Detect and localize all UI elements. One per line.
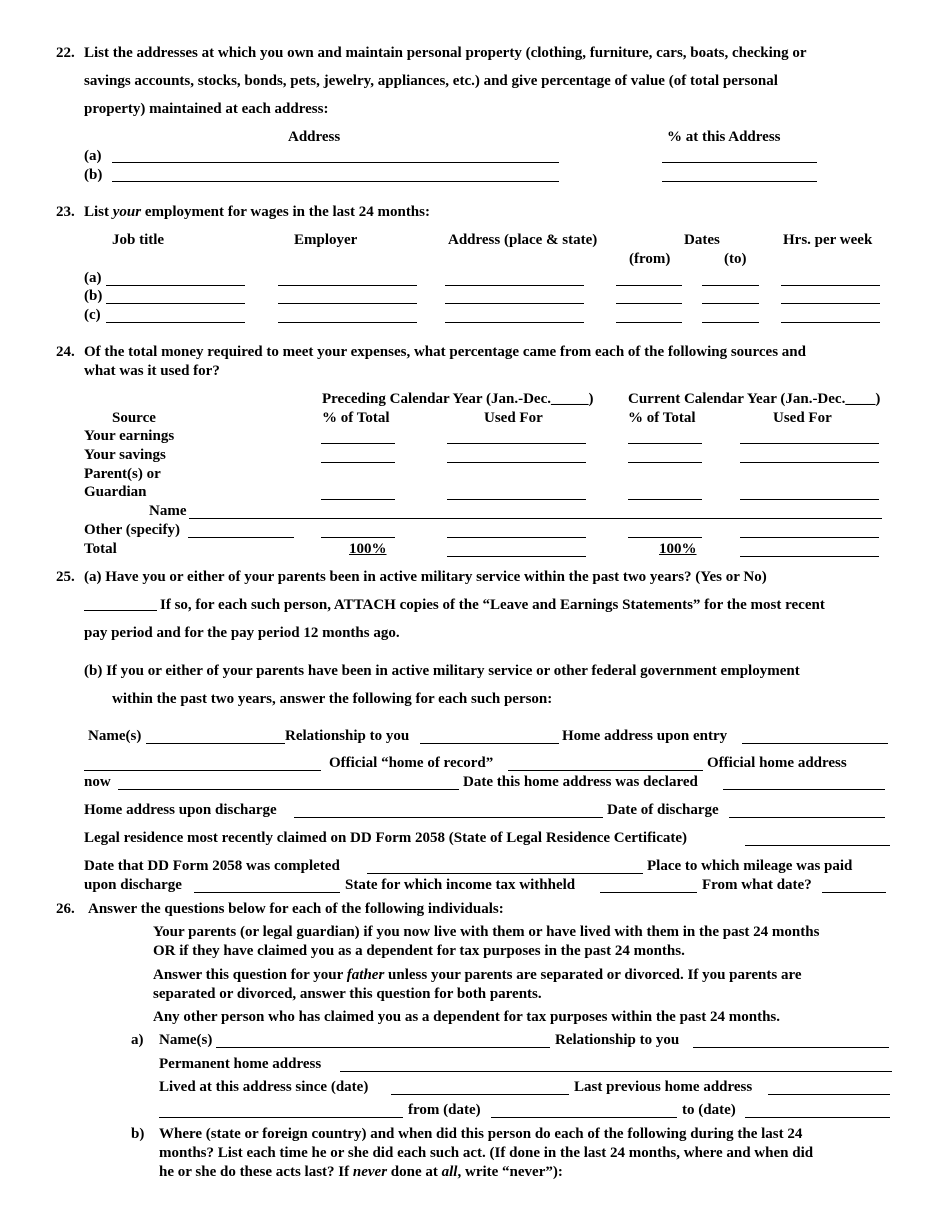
- q23-a-job-title-field[interactable]: [106, 271, 245, 286]
- q24-row-total: Total: [84, 541, 117, 557]
- q23-c-hours-field[interactable]: [781, 308, 880, 323]
- q25-home-discharge-label: Home address upon discharge: [84, 802, 277, 818]
- q23-a-address-field[interactable]: [445, 271, 584, 286]
- q24-total-used2-field[interactable]: [740, 542, 879, 557]
- q25-home-entry-field[interactable]: [742, 729, 888, 744]
- q26-b-line-1: Where (state or foreign country) and when did this person do each of the following during the last 24: [159, 1126, 803, 1142]
- q26-a-label: a): [131, 1032, 144, 1048]
- q23-b-job-title-field[interactable]: [106, 289, 245, 304]
- q23-b-hours-field[interactable]: [781, 289, 880, 304]
- q23-a-to-field[interactable]: [702, 271, 759, 286]
- q26-a-from-date-field[interactable]: [491, 1103, 677, 1118]
- q25-mileage-field[interactable]: [194, 878, 340, 893]
- q26-a-lived-since-field[interactable]: [391, 1080, 569, 1095]
- q25a-yes-no-field[interactable]: [84, 596, 157, 611]
- q22-text-line-2: savings accounts, stocks, bonds, pets, jewelry, appliances, etc.) and give percentage of value (of total personal: [84, 73, 778, 89]
- q25-names-label: Name(s): [88, 728, 142, 744]
- q23-a-hours-field[interactable]: [781, 271, 880, 286]
- q24-other-specify-field[interactable]: [188, 523, 294, 538]
- q24-col-used-current: Used For: [773, 410, 832, 426]
- q25-relationship-field[interactable]: [420, 729, 559, 744]
- q23-a-from-field[interactable]: [616, 271, 682, 286]
- q22-b-address-field[interactable]: [112, 167, 559, 182]
- q23-col-to: (to): [724, 251, 747, 267]
- q23-c-to-field[interactable]: [702, 308, 759, 323]
- q25-home-of-record-field[interactable]: [508, 756, 703, 771]
- q24-current-year-header: Current Calendar Year (Jan.-Dec.____): [628, 391, 881, 407]
- q24-text-line-1: Of the total money required to meet your expenses, what percentage came from each of the following sources and: [84, 344, 806, 360]
- q24-number: 24.: [56, 344, 75, 360]
- q25-legal-residence-field[interactable]: [745, 831, 890, 846]
- q23-col-job-title: Job title: [112, 232, 165, 248]
- q23-col-dates: Dates: [684, 232, 720, 248]
- q22-b-percent-field[interactable]: [662, 167, 817, 182]
- q24-savings-pct1-field[interactable]: [321, 448, 395, 463]
- q26-a-relationship-field[interactable]: [693, 1033, 889, 1048]
- q25-official-home-field[interactable]: [118, 775, 459, 790]
- q26-a-names-label: Name(s): [159, 1032, 213, 1048]
- q26-a-relationship-label: Relationship to you: [555, 1032, 680, 1048]
- q23-c-from-field[interactable]: [616, 308, 682, 323]
- q24-total-pct2: 100%: [659, 541, 697, 557]
- q22-col-percent: % at this Address: [667, 129, 781, 145]
- q24-guardian-pct1-field[interactable]: [321, 485, 395, 500]
- q22-a-percent-field[interactable]: [662, 148, 817, 163]
- q22-text-line-1: List the addresses at which you own and maintain personal property (clothing, furniture, cars, boats, checking or: [84, 45, 807, 61]
- q24-guardian-pct2-field[interactable]: [628, 485, 702, 500]
- q26-b-line-3: he or she do these acts last? If never done at all, write “never”):: [159, 1164, 563, 1180]
- q24-earnings-used1-field[interactable]: [447, 429, 586, 444]
- q25-official-home-label: Official home address: [707, 755, 847, 771]
- q24-preceding-year-header: Preceding Calendar Year (Jan.-Dec._____): [322, 391, 594, 407]
- q25-names-field[interactable]: [146, 729, 285, 744]
- q26-a-permanent-field[interactable]: [340, 1057, 892, 1072]
- q24-other-used1-field[interactable]: [447, 523, 586, 538]
- q23-b-to-field[interactable]: [702, 289, 759, 304]
- q24-row-name: Name: [149, 503, 187, 519]
- q24-total-pct1: 100%: [349, 541, 387, 557]
- q22-row-a-label: (a): [84, 148, 102, 164]
- q25-home-of-record-label: Official “home of record”: [329, 755, 494, 771]
- q26-p1-line-2: OR if they have claimed you as a dependent for tax purposes in the past 24 months.: [153, 943, 685, 959]
- q25b-text-line-2: within the past two years, answer the following for each such person:: [112, 691, 553, 707]
- q22-col-address: Address: [288, 129, 341, 145]
- q24-guardian-used1-field[interactable]: [447, 485, 586, 500]
- q25-number: 25.: [56, 569, 75, 585]
- q23-number: 23.: [56, 204, 75, 220]
- q23-b-from-field[interactable]: [616, 289, 682, 304]
- q22-text-line-3: property) maintained at each address:: [84, 101, 329, 117]
- q26-b-label: b): [131, 1126, 145, 1142]
- q23-col-hours: Hrs. per week: [783, 232, 873, 248]
- q26-a-last-previous-field[interactable]: [768, 1080, 890, 1095]
- q24-savings-used2-field[interactable]: [740, 448, 879, 463]
- q26-a-permanent-label: Permanent home address: [159, 1056, 322, 1072]
- q24-earnings-pct1-field[interactable]: [321, 429, 395, 444]
- q24-col-source: Source: [112, 410, 156, 426]
- q26-number: 26.: [56, 901, 75, 917]
- q26-p3: Any other person who has claimed you as a dependent for tax purposes within the past 24 months.: [153, 1009, 781, 1025]
- q24-other-pct2-field[interactable]: [628, 523, 702, 538]
- q25-upon-discharge-label: upon discharge: [84, 877, 182, 893]
- q24-total-used1-field[interactable]: [447, 542, 586, 557]
- q24-col-pct-current: % of Total: [628, 410, 696, 426]
- q26-a-to-date-field[interactable]: [745, 1103, 890, 1118]
- q25-state-tax-field[interactable]: [600, 878, 697, 893]
- q24-guardian-name-field[interactable]: [189, 504, 882, 519]
- q25-from-date-label: From what date?: [702, 877, 812, 893]
- q26-p1-line-1: Your parents (or legal guardian) if you now live with them or have lived with them in the past 24 months: [153, 924, 820, 940]
- q25-home-entry-continued-field[interactable]: [84, 756, 321, 771]
- q24-col-used-preceding: Used For: [484, 410, 543, 426]
- q23-c-address-field[interactable]: [445, 308, 584, 323]
- q25-home-entry-label: Home address upon entry: [562, 728, 728, 744]
- q23-row-a-label: (a): [84, 270, 102, 286]
- q26-a-to-date-label: to (date): [682, 1102, 736, 1118]
- q24-earnings-pct2-field[interactable]: [628, 429, 702, 444]
- q25-date-discharge-field[interactable]: [729, 803, 885, 818]
- q23-c-employer-field[interactable]: [278, 308, 417, 323]
- q23-b-address-field[interactable]: [445, 289, 584, 304]
- q24-col-pct-preceding: % of Total: [322, 410, 390, 426]
- q23-col-employer: Employer: [294, 232, 358, 248]
- q24-savings-pct2-field[interactable]: [628, 448, 702, 463]
- q25b-text-line-1: (b) If you or either of your parents have been in active military service or other federal government employment: [84, 663, 800, 679]
- q26-a-from-date-label: from (date): [408, 1102, 481, 1118]
- q22-number: 22.: [56, 45, 75, 61]
- q25a-text-line-2: If so, for each such person, ATTACH copies of the “Leave and Earnings Statements” for the most recent: [160, 597, 825, 613]
- q26-intro: Answer the questions below for each of the following individuals:: [88, 901, 504, 917]
- q24-earnings-used2-field[interactable]: [740, 429, 879, 444]
- q24-row-earnings: Your earnings: [84, 428, 175, 444]
- q24-row-other: Other (specify): [84, 522, 180, 538]
- q26-a-last-previous-label: Last previous home address: [574, 1079, 753, 1095]
- q23-b-employer-field[interactable]: [278, 289, 417, 304]
- q25-from-date-field[interactable]: [822, 878, 886, 893]
- q23-text: List your employment for wages in the last 24 months:: [84, 204, 430, 220]
- q22-a-address-field[interactable]: [112, 148, 559, 163]
- q24-savings-used1-field[interactable]: [447, 448, 586, 463]
- q25-dd-completed-field[interactable]: [367, 859, 643, 874]
- q24-row-parents-1: Parent(s) or: [84, 466, 161, 482]
- q24-text-line-2: what was it used for?: [84, 363, 220, 379]
- q24-other-used2-field[interactable]: [740, 523, 879, 538]
- q26-p2-line-2: separated or divorced, answer this question for both parents.: [153, 986, 542, 1002]
- q25a-text-line-1: (a) Have you or either of your parents been in active military service within the past two years? (Yes or No): [84, 569, 767, 585]
- q25-legal-residence-label: Legal residence most recently claimed on DD Form 2058 (State of Legal Residence Certificate): [84, 830, 688, 846]
- q25-date-declared-field[interactable]: [723, 775, 885, 790]
- q23-row-b-label: (b): [84, 288, 103, 304]
- q26-p2-line-1: Answer this question for your father unless your parents are separated or divorced. If you parents are: [153, 967, 802, 983]
- q24-guardian-used2-field[interactable]: [740, 485, 879, 500]
- q25-dd-completed-label: Date that DD Form 2058 was completed: [84, 858, 340, 874]
- q25-date-declared-label: Date this home address was declared: [463, 774, 698, 790]
- q26-a-names-field[interactable]: [216, 1033, 550, 1048]
- q25-now-label: now: [84, 774, 111, 790]
- q25-home-discharge-field[interactable]: [294, 803, 603, 818]
- q23-a-employer-field[interactable]: [278, 271, 417, 286]
- q23-row-c-label: (c): [84, 307, 101, 323]
- q26-a-previous-address-continued-field[interactable]: [159, 1103, 403, 1118]
- q23-col-address: Address (place & state): [448, 232, 598, 248]
- q25-relationship-label: Relationship to you: [285, 728, 410, 744]
- q26-b-line-2: months? List each time he or she did each such act. (If done in the last 24 months, where and when did: [159, 1145, 814, 1161]
- q24-other-pct1-field[interactable]: [321, 523, 395, 538]
- q25a-text-line-3: pay period and for the pay period 12 months ago.: [84, 625, 400, 641]
- q23-c-job-title-field[interactable]: [106, 308, 245, 323]
- q26-a-lived-since-label: Lived at this address since (date): [159, 1079, 369, 1095]
- q25-mileage-label: Place to which mileage was paid: [647, 858, 853, 874]
- q22-row-b-label: (b): [84, 167, 103, 183]
- q24-row-savings: Your savings: [84, 447, 166, 463]
- q25-date-discharge-label: Date of discharge: [607, 802, 719, 818]
- q25-state-tax-label: State for which income tax withheld: [345, 877, 576, 893]
- q23-col-from: (from): [629, 251, 671, 267]
- q24-row-parents-2: Guardian: [84, 484, 147, 500]
